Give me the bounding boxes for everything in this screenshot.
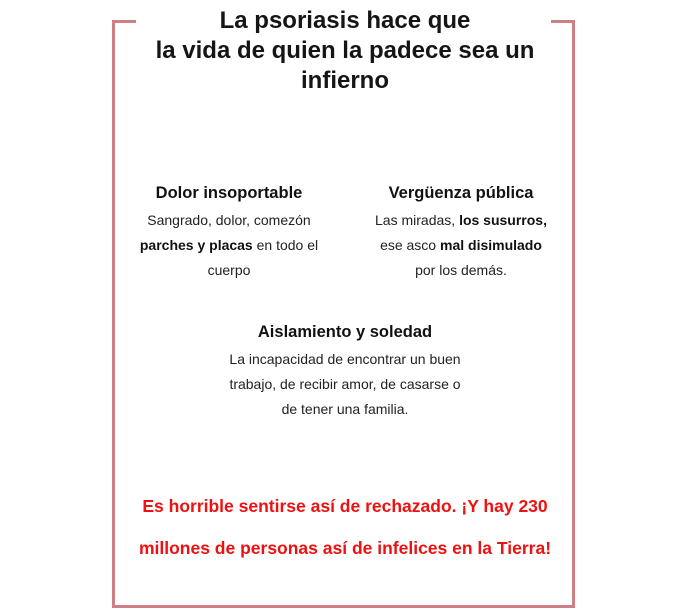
alert-line-2: millones de personas así de infelices en la Tierra! (138, 538, 552, 558)
section-text-line: de tener una familia. (281, 401, 409, 417)
section-text-line: en todo el (252, 237, 319, 253)
section-text-bold: los susurros, (459, 212, 547, 228)
section-heading: Vergüenza pública (388, 184, 534, 202)
section-text-bold: mal disimulado (440, 237, 542, 253)
alert-message (120, 485, 570, 569)
section-heading: Dolor insoportable (155, 184, 303, 202)
title-line-2: la vida de quien la padece sea un (155, 37, 535, 64)
section-verguenza (350, 182, 572, 283)
title-line-1: La psoriasis hace que (219, 7, 471, 34)
section-text-line: trabajo, de recibir amor, de casarse o (229, 376, 461, 392)
section-aislamiento (190, 321, 500, 422)
section-text-line: por los demás. (415, 262, 507, 278)
title-line-3: infierno (301, 67, 389, 94)
section-text-line: cuerpo (207, 262, 251, 278)
section-heading: Aislamiento y soledad (257, 323, 433, 341)
section-text-line: Sangrado, dolor, comezón (147, 212, 311, 228)
section-text (118, 208, 340, 283)
section-text (350, 208, 572, 283)
section-text (190, 347, 500, 422)
alert-line-1: Es horrible sentirse así de rechazado. ¡Y hay 230 (142, 496, 548, 516)
section-dolor (118, 182, 340, 283)
section-text-line: Las miradas, (375, 212, 460, 228)
section-text-bold: parches y placas (139, 237, 253, 253)
section-text-line: La incapacidad de encontrar un buen (229, 351, 461, 367)
section-text-line: ese asco (380, 237, 440, 253)
page-title (120, 6, 570, 96)
